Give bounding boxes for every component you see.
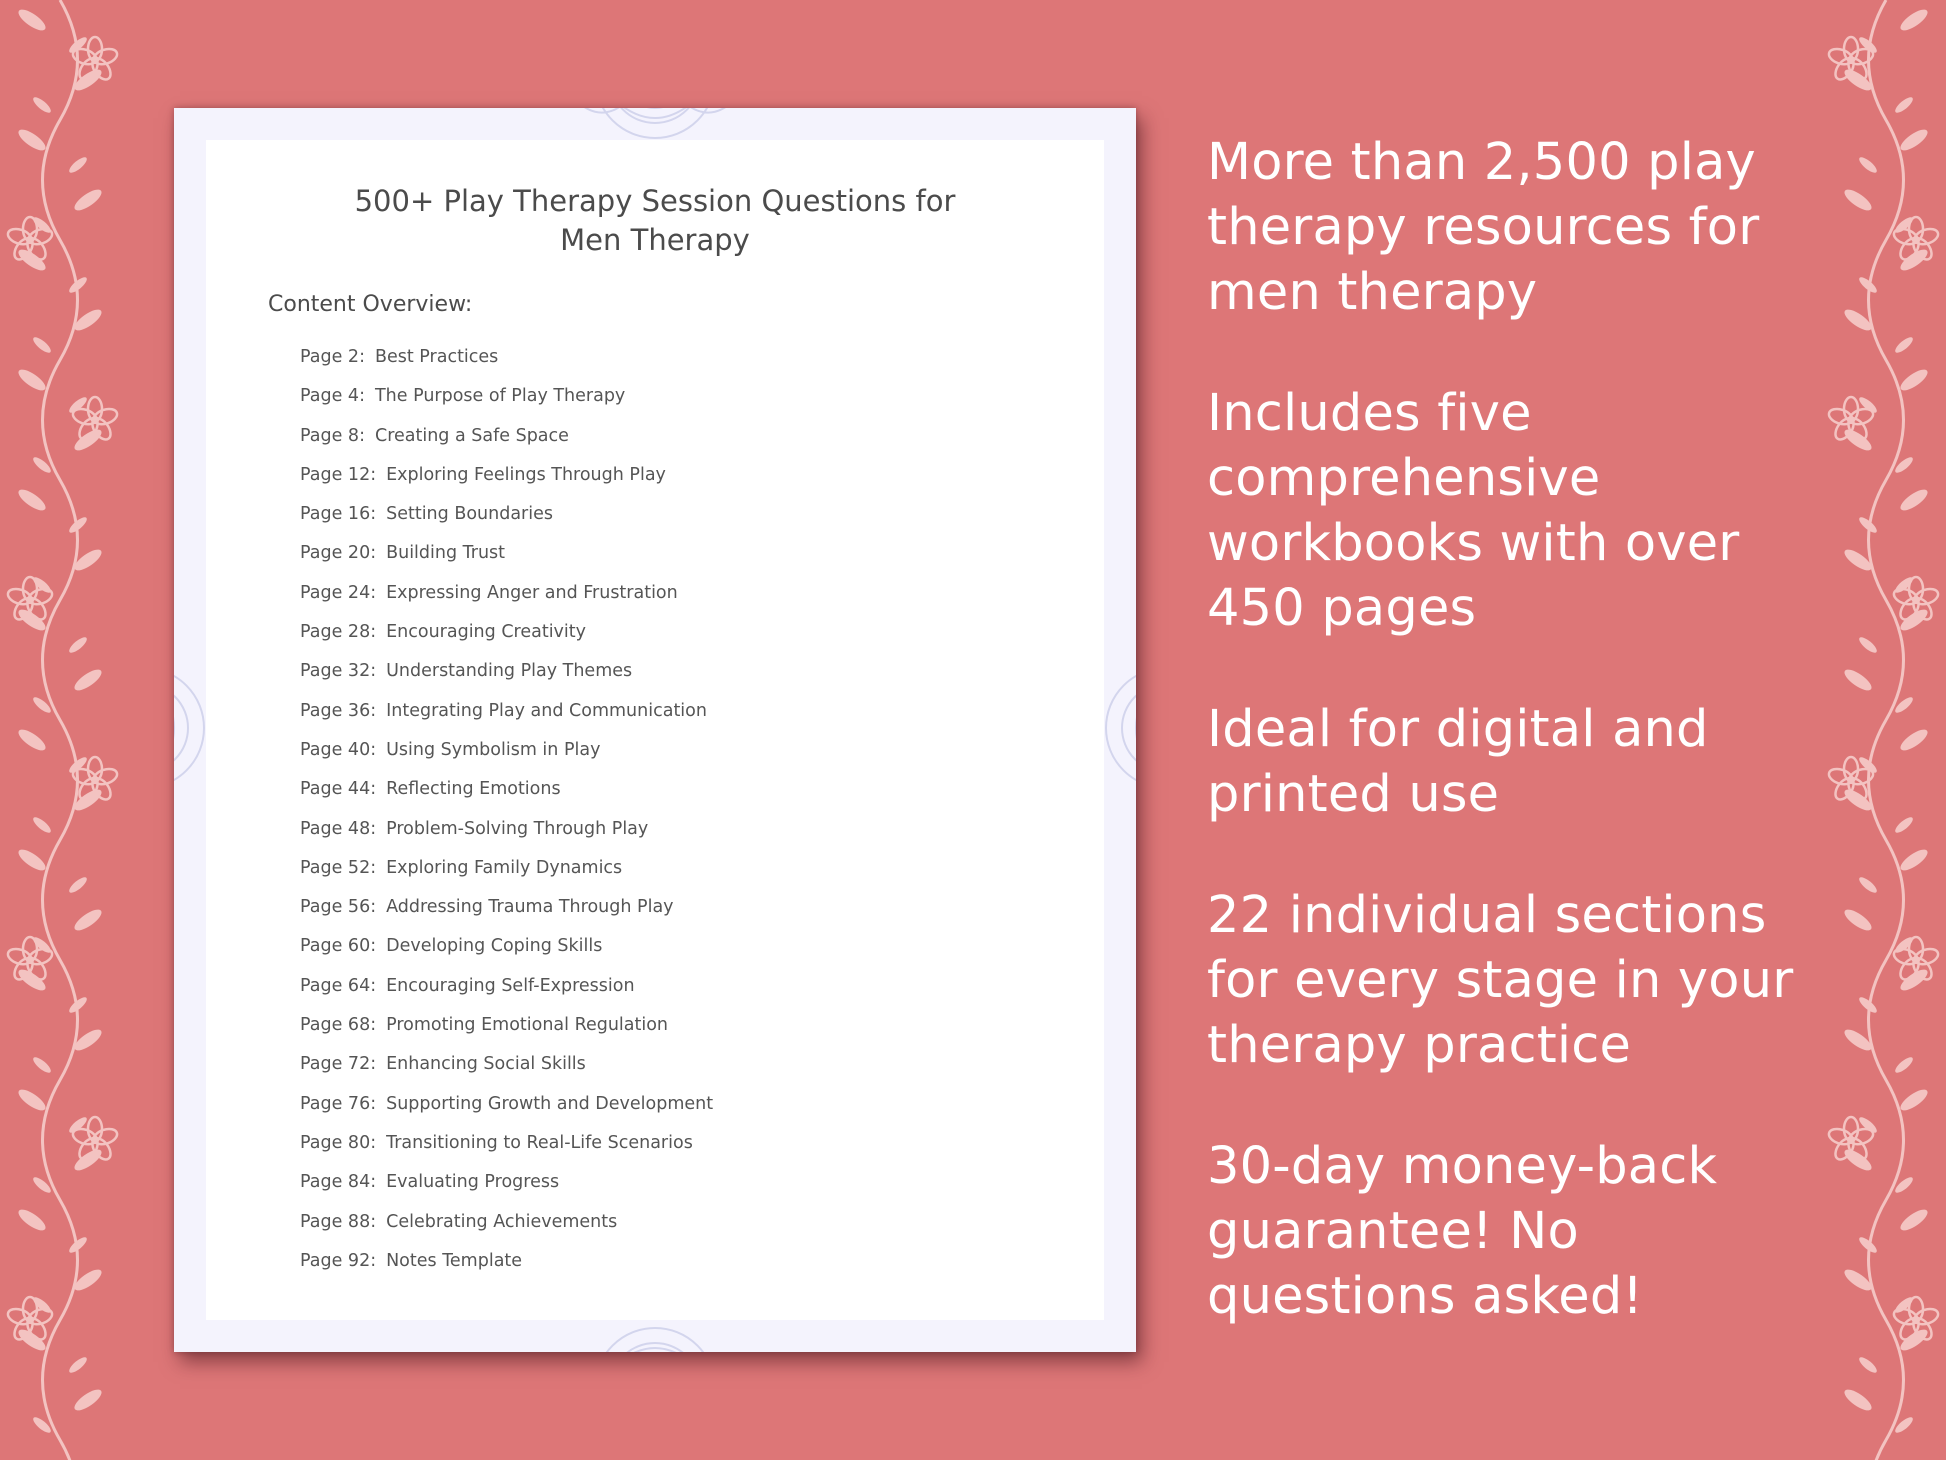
floral-vine-left	[0, 0, 140, 1460]
feature-block	[1207, 697, 1907, 827]
toc-page-number: Page 60:	[300, 936, 377, 957]
document-title	[206, 182, 1104, 260]
feature-line: printed use	[1207, 765, 1500, 824]
toc-section-title: Expressing Anger and Frustration	[386, 582, 678, 603]
toc-page-number: Page 36:	[300, 700, 377, 721]
toc-section-title: Supporting Growth and Development	[386, 1093, 714, 1114]
toc-item	[300, 495, 713, 534]
toc-section-title: Problem-Solving Through Play	[386, 818, 649, 839]
feature-line: 30-day money-back	[1207, 1137, 1718, 1196]
mandala-bottom-ornament	[505, 1318, 805, 1352]
feature-line: for every stage in your	[1207, 951, 1794, 1010]
document-page	[206, 140, 1104, 1320]
feature-line: Ideal for digital and	[1207, 700, 1709, 759]
toc-page-number: Page 92:	[300, 1250, 377, 1271]
toc-section-title: Notes Template	[386, 1250, 523, 1271]
toc-item	[300, 1045, 713, 1084]
toc-page-number: Page 20:	[300, 543, 377, 564]
toc-item	[300, 377, 713, 416]
toc-page-number: Page 80:	[300, 1132, 377, 1153]
toc-section-title: Evaluating Progress	[386, 1172, 560, 1193]
toc-page-number: Page 28:	[300, 622, 377, 643]
toc-section-title: Promoting Emotional Regulation	[386, 1015, 669, 1036]
feature-line: 450 pages	[1207, 579, 1477, 638]
toc-section-title: Using Symbolism in Play	[386, 739, 601, 760]
feature-line: Includes five	[1207, 384, 1532, 443]
toc-page-number: Page 16:	[300, 504, 377, 525]
toc-section-title: The Purpose of Play Therapy	[374, 386, 626, 407]
toc-section-title: Setting Boundaries	[386, 504, 553, 525]
toc-item	[300, 338, 713, 377]
toc-item	[300, 731, 713, 770]
toc-section-title: Addressing Trauma Through Play	[386, 897, 674, 918]
toc-page-number: Page 4:	[300, 386, 365, 407]
document-preview	[174, 108, 1136, 1352]
toc-section-title: Best Practices	[374, 347, 499, 367]
feature-line: More than 2,500 play	[1207, 133, 1756, 192]
toc-section-title: Developing Coping Skills	[386, 936, 603, 957]
feature-line: men therapy	[1207, 263, 1538, 322]
floral-border-left	[0, 0, 140, 1460]
toc-section-title: Encouraging Self-Expression	[386, 975, 635, 996]
toc-item	[300, 1006, 713, 1045]
feature-line: workbooks with over	[1207, 514, 1740, 573]
toc-item	[300, 692, 713, 731]
feature-line: guarantee! No	[1207, 1202, 1579, 1261]
content-overview-heading: Content Overview:	[268, 292, 473, 317]
toc-item	[300, 849, 713, 888]
toc-section-title: Enhancing Social Skills	[386, 1054, 586, 1075]
toc-item	[300, 967, 713, 1006]
toc-page-number: Page 32:	[300, 661, 377, 682]
toc-section-title: Integrating Play and Communication	[386, 700, 707, 721]
toc-section-title: Reflecting Emotions	[386, 779, 561, 800]
toc-section-title: Transitioning to Real-Life Scenarios	[386, 1132, 693, 1153]
feature-line: questions asked!	[1207, 1267, 1644, 1326]
feature-line: therapy practice	[1207, 1016, 1632, 1075]
feature-block	[1207, 130, 1907, 325]
toc-item	[300, 1124, 713, 1163]
toc-item	[300, 770, 713, 809]
toc-section-title: Celebrating Achievements	[386, 1211, 618, 1232]
toc-page-number: Page 52:	[300, 857, 377, 878]
toc-item	[300, 1085, 713, 1124]
toc-page-number: Page 76:	[300, 1093, 377, 1114]
toc-page-number: Page 12:	[300, 464, 377, 485]
toc-section-title: Building Trust	[386, 543, 506, 564]
toc-item	[300, 810, 713, 849]
toc-item	[300, 534, 713, 573]
toc-item	[300, 456, 713, 495]
toc-section-title: Exploring Feelings Through Play	[386, 464, 666, 485]
toc-item	[300, 613, 713, 652]
toc-item	[300, 652, 713, 691]
toc-page-number: Page 68:	[300, 1015, 377, 1036]
toc-item	[300, 574, 713, 613]
toc-item	[300, 1203, 713, 1242]
feature-block	[1207, 381, 1907, 641]
toc-section-title: Exploring Family Dynamics	[386, 857, 623, 878]
toc-page-number: Page 8:	[300, 425, 365, 446]
toc-page-number: Page 24:	[300, 582, 377, 603]
toc-item	[300, 1163, 713, 1202]
feature-list	[1207, 130, 1907, 1385]
toc-item	[300, 417, 713, 456]
toc-page-number: Page 40:	[300, 739, 377, 760]
toc-section-title: Understanding Play Themes	[386, 661, 633, 682]
toc-page-number: Page 56:	[300, 897, 377, 918]
toc-section-title: Encouraging Creativity	[386, 622, 586, 643]
table-of-contents	[300, 338, 713, 1281]
toc-page-number: Page 64:	[300, 975, 377, 996]
toc-page-number: Page 72:	[300, 1054, 377, 1075]
feature-line: 22 individual sections	[1207, 886, 1767, 945]
document-title-line: 500+ Play Therapy Session Questions for	[354, 184, 956, 218]
toc-page-number: Page 88:	[300, 1211, 377, 1232]
toc-item	[300, 927, 713, 966]
document-title-line: Men Therapy	[560, 223, 750, 257]
toc-page-number: Page 44:	[300, 779, 377, 800]
toc-item	[300, 888, 713, 927]
toc-item	[300, 1242, 713, 1281]
toc-section-title: Creating a Safe Space	[374, 425, 569, 446]
feature-line: therapy resources for	[1207, 198, 1760, 257]
toc-page-number: Page 84:	[300, 1172, 377, 1193]
toc-page-number: Page 2:	[300, 347, 365, 367]
feature-block	[1207, 883, 1907, 1078]
toc-page-number: Page 48:	[300, 818, 377, 839]
feature-block	[1207, 1134, 1907, 1329]
feature-line: comprehensive	[1207, 449, 1601, 508]
